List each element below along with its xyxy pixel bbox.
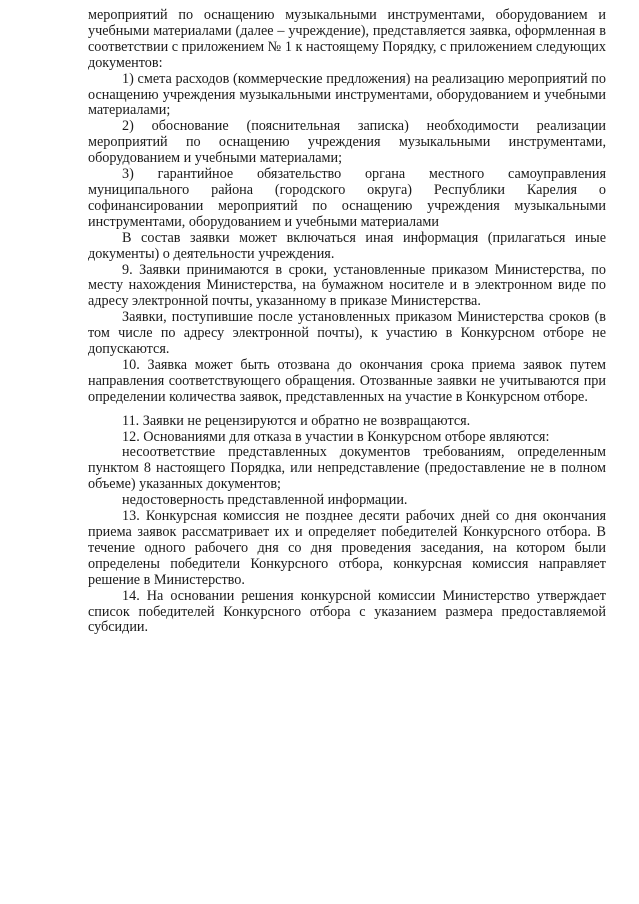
paragraph-item-1-estimate: 1) смета расходов (коммерческие предложения) на реализацию мероприятий по оснащению учреждения музыкальными инструментами, оборудованием и учебными материалами; <box>88 70 606 119</box>
paragraph-clause-12: 12. Основаниями для отказа в участии в Конкурсном отборе являются: <box>122 428 550 445</box>
paragraph-item-2-justification: 2) обоснование (пояснительная записка) необходимости реализации мероприятий по оснащению учреждения музыкальными инструментами, оборудованием и учебными материалами; <box>88 118 606 167</box>
document-body <box>88 8 606 636</box>
paragraph-item-3-guarantee: 3) гарантийное обязательство органа местного самоуправления муниципального района (городского округа) Республики Карелия о софинансировании мероприятий по оснащению учреждения музыкальными инструментами, оборудованием и учебными материалами <box>88 166 606 230</box>
paragraph-clause-10: 10. Заявка может быть отозвана до окончания срока приема заявок путем направления соответствующего обращения. Отозванные заявки не учитываются при определении количества заявок, представленных на участие в Конкурсном отборе. <box>88 356 606 405</box>
paragraph-additional-info: В состав заявки может включаться иная информация (прилагаться иные документы) о деятельности учреждения. <box>88 229 606 262</box>
paragraph-clause-14: 14. На основании решения конкурсной комиссии Министерство утверждает список победителей Конкурсного отбора с указанием размера предоставляемой субсидии. <box>88 587 606 636</box>
paragraph-clause-11: 11. Заявки не рецензируются и обратно не возвращаются. <box>122 412 471 429</box>
paragraph-late-applications: Заявки, поступившие после установленных приказом Министерства сроков (в том числе по адресу электронной почты), к участию в Конкурсном отборе не допускаются. <box>88 309 606 358</box>
paragraph-refusal-reason-2: недостоверность представленной информации. <box>122 492 408 509</box>
paragraph-application-intro: мероприятий по оснащению музыкальными инструментами, оборудованием и учебными материалами (далее – учреждение), представляется заявка, оформленная в соответствии с приложением № 1 к настоящему Порядку, с приложением следующих документов: <box>88 7 606 71</box>
paragraph-clause-9: 9. Заявки принимаются в сроки, установленные приказом Министерства, по месту нахождения Министерства, на бумажном носителе и в электронном виде по адресу электронной почты, указанному в приказе Министерства. <box>88 261 606 310</box>
paragraph-clause-13: 13. Конкурсная комиссия не позднее десяти рабочих дней со дня окончания приема заявок рассматривает их и определяет победителей Конкурсного отбора. В течение одного рабочего дня со дня проведения заседания, на котором были определены победители Конкурсного отбора, конкурсная комиссия направляет решение в Министерство. <box>88 508 606 588</box>
paragraph-refusal-reason-1: несоответствие представленных документов требованиям, определенным пунктом 8 настоящего Порядка, или непредставление (предоставление не в полном объеме) указанных документов; <box>88 444 606 493</box>
